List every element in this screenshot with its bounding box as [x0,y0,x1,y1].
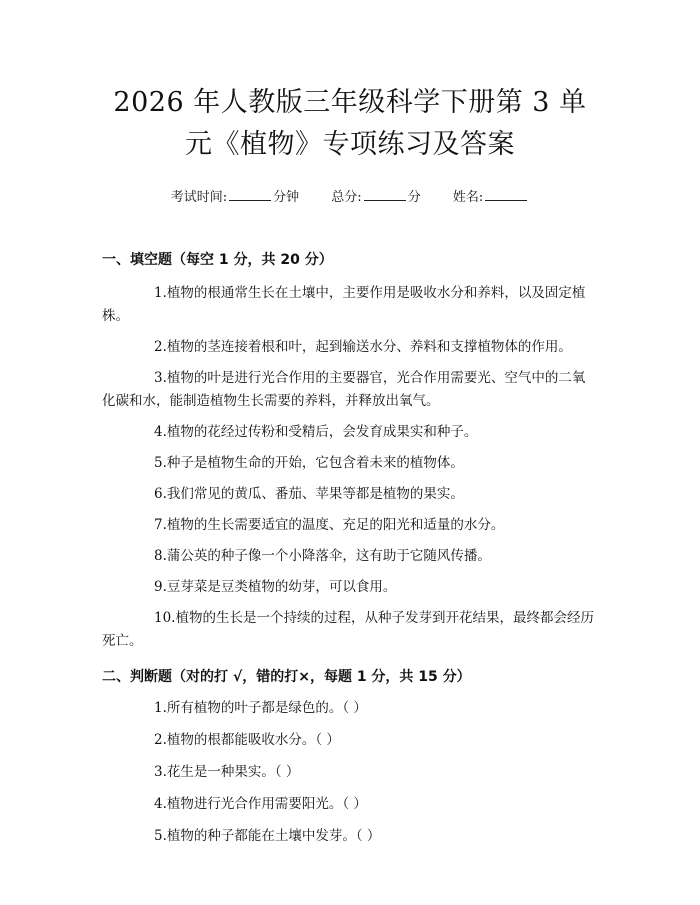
question-number: 1. [154,700,167,716]
exam-time-unit: 分钟 [273,190,300,205]
question-text: 植物的种子都能在土壤中发芽。（ ） [166,828,381,844]
question-number: 3. [154,764,167,780]
list-item [102,483,598,506]
question-text: 我们常见的黄瓜、番茄、苹果等都是植物的果实。 [166,486,464,502]
list-item [102,793,598,816]
question-number: 2. [154,339,167,355]
question-number: 7. [154,517,167,533]
exam-info-line [102,188,598,208]
question-text: 植物的花经过传粉和受精后，会发育成果实和种子。 [166,424,478,440]
question-text: 植物的叶是进行光合作用的主要器官，光合作用需要光、空气中的二氧化碳和水，能制造植物生长需要的养料，并释放出氧气。 [102,370,586,409]
question-text: 植物的根都能吸收水分。（ ） [166,732,340,748]
question-text: 植物进行光合作用需要阳光。（ ） [166,796,367,812]
list-item [102,697,598,720]
exam-time-blank[interactable] [229,188,271,201]
section-heading-true-false: 二、判断题（对的打 √，错的打×，每题 1 分，共 15 分） [102,669,471,685]
section-heading-fill-in: 一、填空题（每空 1 分，共 20 分） [102,252,333,268]
question-number: 8. [154,548,167,564]
exam-time-field [171,188,299,208]
list-item [102,452,598,475]
student-name-label: 姓名: [452,190,484,205]
question-text: 花生是一种果实。（ ） [166,764,300,780]
question-text: 蒲公英的种子像一个小降落伞，这有助于它随风传播。 [166,548,491,564]
total-score-blank[interactable] [364,188,406,201]
list-item [102,729,598,752]
question-number: 1. [154,285,167,301]
question-number: 4. [154,796,167,812]
student-name-field [453,188,529,208]
list-item [102,336,598,359]
document-title: 2026 年人教版三年级科学下册第 3 单元《植物》专项练习及答案 [113,87,587,160]
list-item [102,282,598,328]
question-number: 5. [154,455,167,471]
question-text: 豆芽菜是豆类植物的幼芽，可以食用。 [166,579,397,595]
list-item [102,421,598,444]
question-number: 3. [154,370,167,386]
total-score-field [331,188,420,208]
question-number: 4. [154,424,167,440]
question-text: 种子是植物生命的开始，它包含着未来的植物体。 [166,455,464,471]
student-name-blank[interactable] [485,188,527,201]
fill-in-question-list [102,282,598,653]
question-number: 6. [154,486,167,502]
question-text: 植物的根通常生长在土壤中，主要作用是吸收水分和养料，以及固定植株。 [102,285,586,324]
question-number: 9. [154,579,167,595]
question-number: 10. [154,610,176,626]
list-item [102,545,598,568]
total-score-unit: 分 [407,190,421,205]
question-number: 5. [154,828,167,844]
question-text: 植物的茎连接着根和叶，起到输送水分、养料和支撑植物体的作用。 [166,339,572,355]
question-number: 2. [154,732,167,748]
list-item [102,576,598,599]
exam-time-label: 考试时间: [170,190,228,205]
question-text: 所有植物的叶子都是绿色的。（ ） [166,700,367,716]
list-item [102,367,598,413]
total-score-label: 总分: [331,190,362,205]
question-text: 植物的生长是一个持续的过程，从种子发芽到开花结果，最终都会经历死亡。 [102,610,594,649]
list-item [102,825,598,848]
list-item [102,514,598,537]
list-item [102,761,598,784]
list-item [102,607,598,653]
true-false-question-list [102,697,598,848]
question-text: 植物的生长需要适宜的温度、充足的阳光和适量的水分。 [166,517,505,533]
